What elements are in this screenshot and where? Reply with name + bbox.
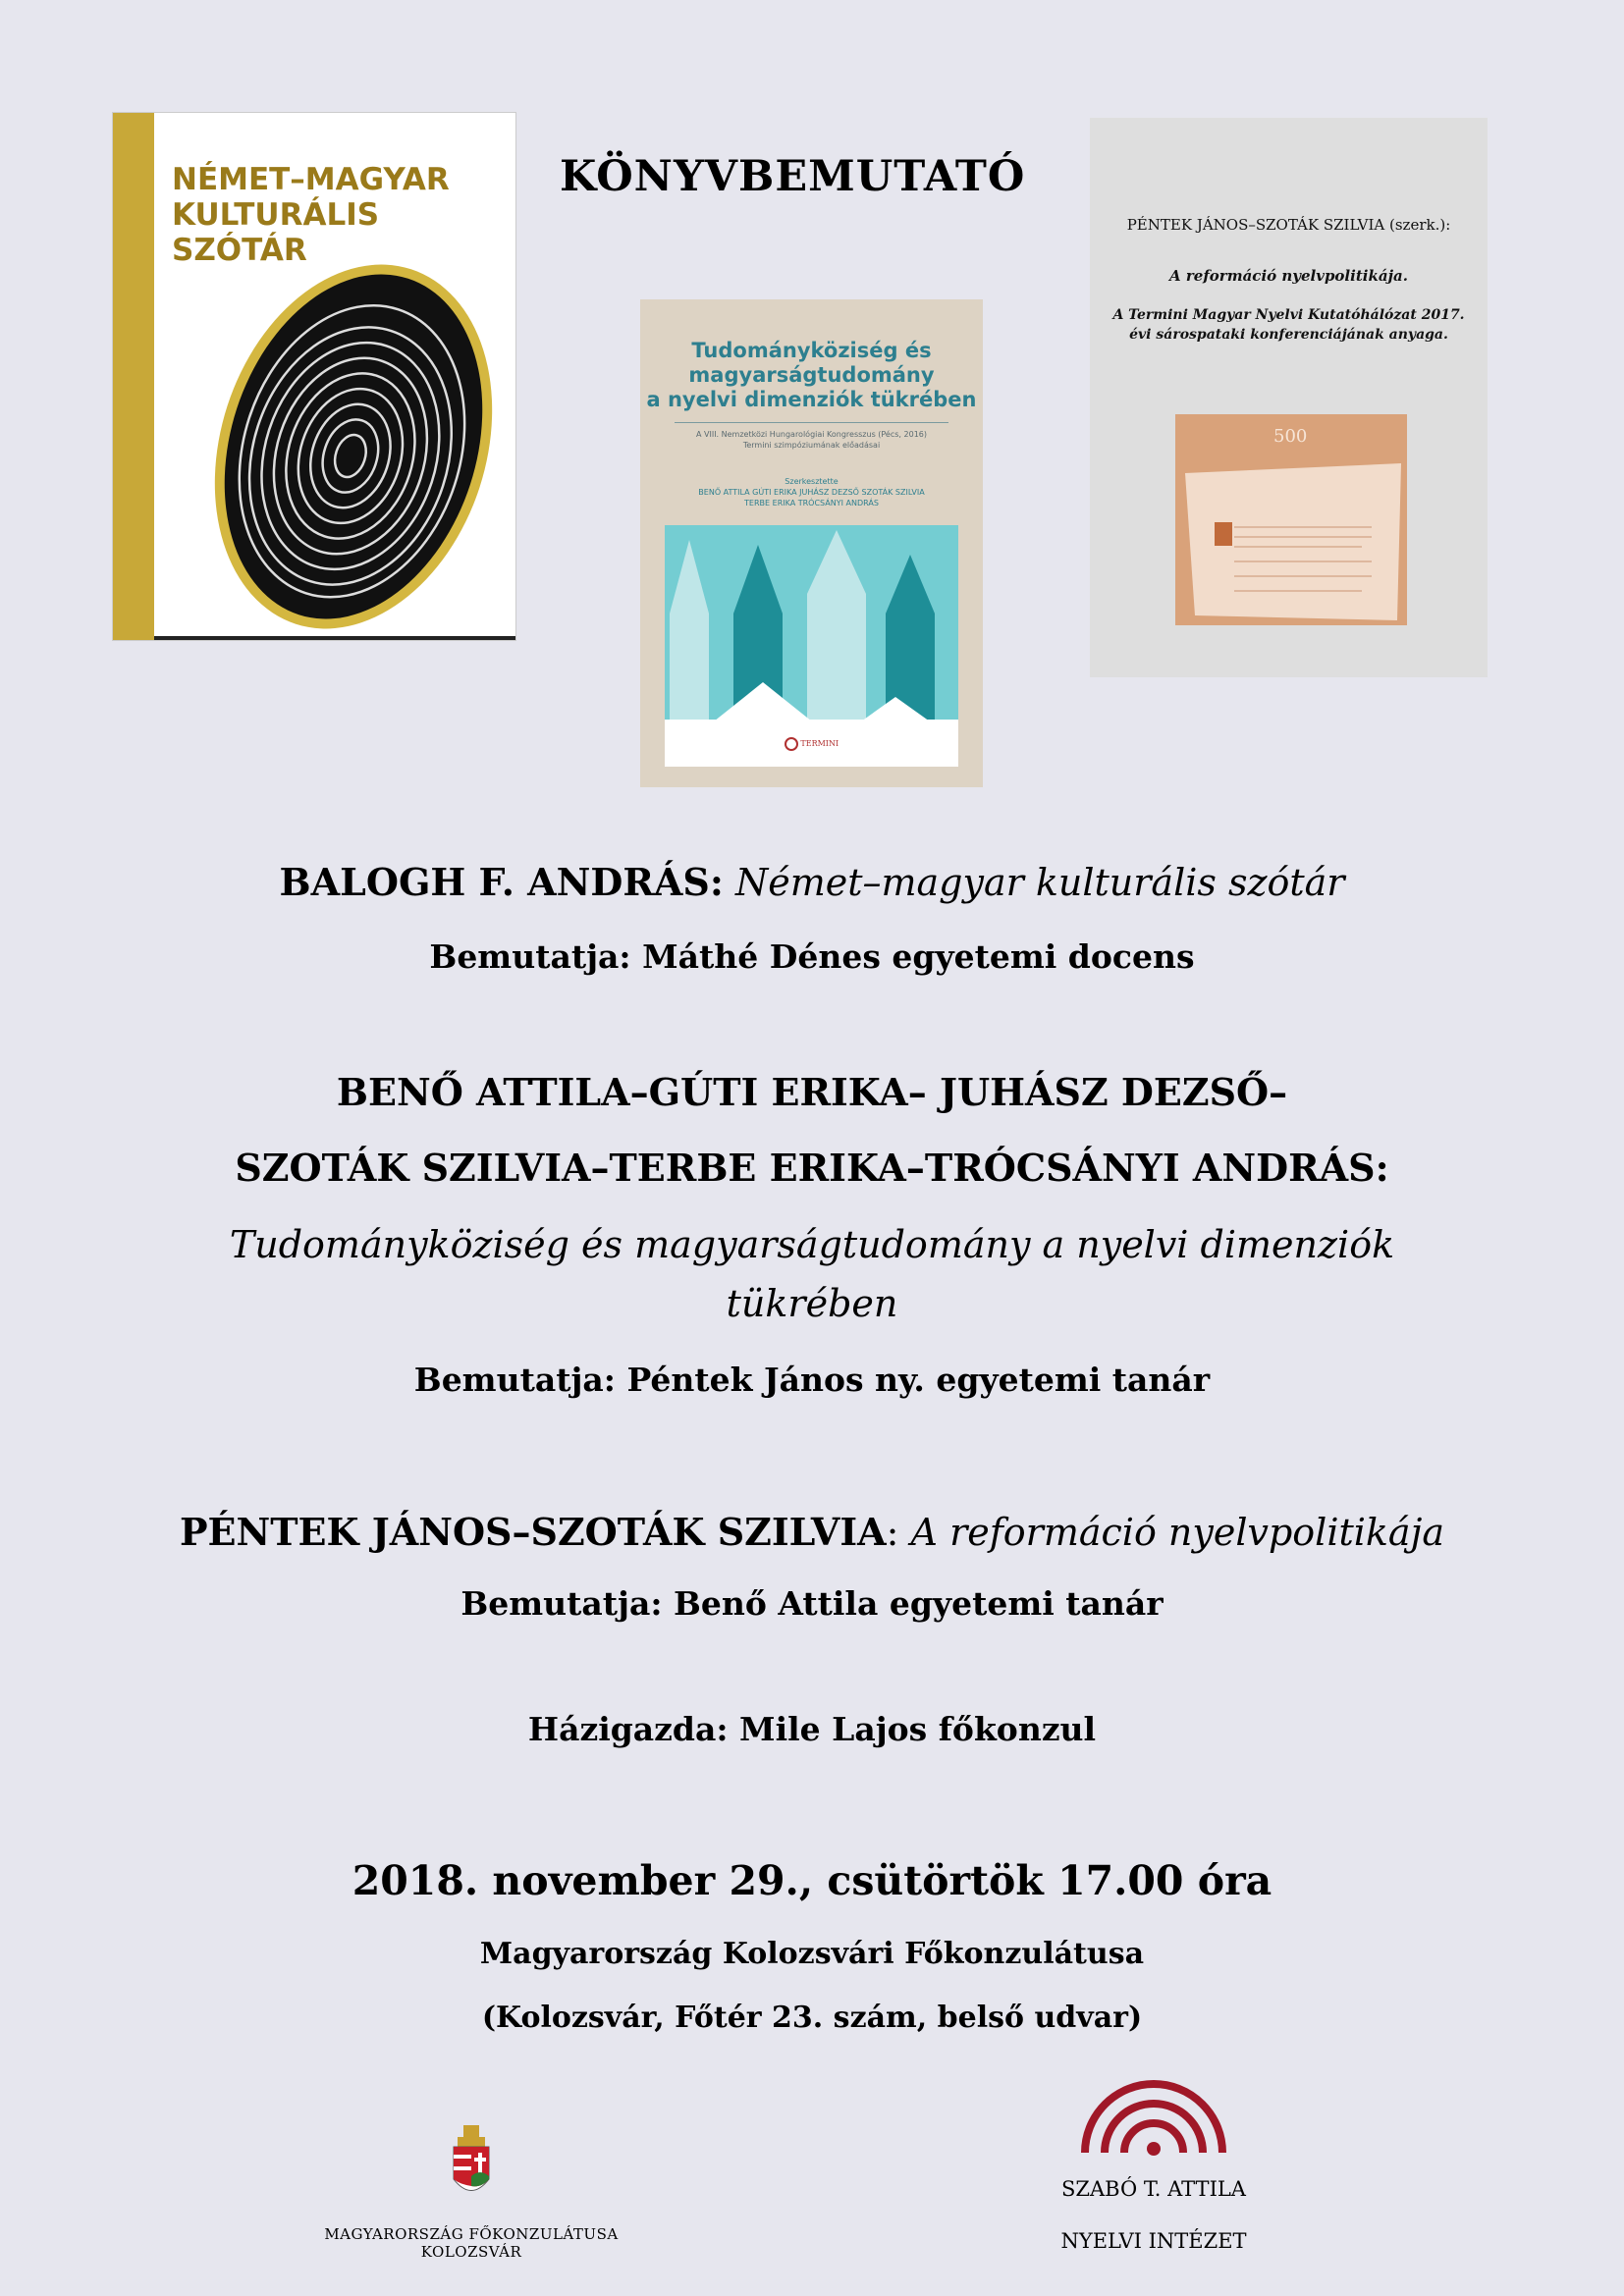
consulate-name: MAGYARORSZÁG FŐKONZULÁTUSA KOLOZSVÁR [324, 2225, 619, 2261]
book-cover-nemet-magyar [113, 113, 515, 640]
entry-2-authors-line2: SZOTÁK SZILVIA–TERBE ERIKA–TRÓCSÁNYI ANDRÁS: [235, 1146, 1389, 1190]
institute-name-2: NYELVI INTÉZET [1060, 2229, 1247, 2253]
entry-3-authors: PÉNTEK JÁNOS–SZOTÁK SZILVIA [179, 1510, 887, 1554]
cover2-editors: Szerkesztette BENŐ ATTILA GÚTI ERIKA JUHÁSZ DEZSŐ SZOTÁK SZILVIA TERBE ERIKA TRÓCSÁNYI ANDRÁS [698, 477, 925, 507]
host-line: Házigazda: Mile Lajos főkonzul [527, 1710, 1097, 1748]
coat-of-arms-icon [450, 2125, 493, 2202]
cover1-title: NÉMET–MAGYAR KULTURÁLIS SZÓTÁR [172, 162, 450, 268]
svg-text:500: 500 [1273, 426, 1308, 447]
page-title: KÖNYVBEMUTATÓ [560, 152, 1026, 201]
arches-icon [1075, 2076, 1232, 2157]
entry-1-authors: BALOGH F. ANDRÁS: [279, 860, 724, 904]
entry-3-heading: PÉNTEK JÁNOS–SZOTÁK SZILVIA: A reformáció nyelvpolitikája [179, 1510, 1445, 1554]
cover3-image [1175, 414, 1407, 625]
event-datetime: 2018. november 29., csütörtök 17.00 óra [352, 1857, 1272, 1904]
cover2-subtitle: A VIII. Nemzetközi Hungarológiai Kongresszus (Pécs, 2016) Termini szimpóziumának előadásai [695, 430, 927, 450]
institute-name-1: SZABÓ T. ATTILA [1061, 2177, 1246, 2201]
entry-2-presenter: Bemutatja: Péntek János ny. egyetemi tanár [413, 1361, 1211, 1399]
consulate-logo [295, 2125, 648, 2272]
event-address: (Kolozsvár, Főtér 23. szám, belső udvar) [481, 2001, 1143, 2035]
book-cover-tudomanykoziseg [640, 299, 983, 787]
entry-1-title: Német–magyar kulturális szótár [734, 861, 1345, 904]
entry-2-title-line2: tükrében [726, 1282, 898, 1325]
book-cover-reformacio [1090, 118, 1488, 677]
entry-3-title: A reformáció nyelvpolitikája [910, 1511, 1445, 1554]
termini-logo: TERMINI [640, 737, 983, 751]
entry-2-title-line1: Tudományköziség és magyarságtudomány a nyelvi dimenziók [229, 1223, 1395, 1266]
cover3-desc1: A Termini Magyar Nyelvi Kutatóhálózat 2017. [1112, 307, 1465, 323]
institute-logo [1021, 2076, 1286, 2272]
entry-2-authors-line1: BENŐ ATTILA–GÚTI ERIKA– JUHÁSZ DEZSŐ– [336, 1070, 1288, 1114]
cover-stripe [113, 113, 154, 640]
event-venue: Magyarország Kolozsvári Főkonzulátusa [479, 1937, 1145, 1971]
entry-1-presenter: Bemutatja: Máthé Dénes egyetemi docens [429, 937, 1195, 976]
cover2-title: Tudományköziség és magyarságtudomány a nyelvi dimenziók tükrében [646, 339, 977, 411]
cover3-authors: PÉNTEK JÁNOS–SZOTÁK SZILVIA (szerk.): [1126, 216, 1451, 234]
cover3-title: A reformáció nyelvpolitikája. [1169, 267, 1408, 285]
entry-3-presenter: Bemutatja: Benő Attila egyetemi tanár [460, 1584, 1164, 1623]
cover3-desc2: évi sárospataki konferenciájának anyaga. [1129, 327, 1448, 343]
fingerprint-image [206, 250, 501, 640]
cover2-rule [675, 422, 948, 423]
cover-bottom-rule [154, 636, 515, 640]
entry-1-heading [0, 860, 1624, 904]
